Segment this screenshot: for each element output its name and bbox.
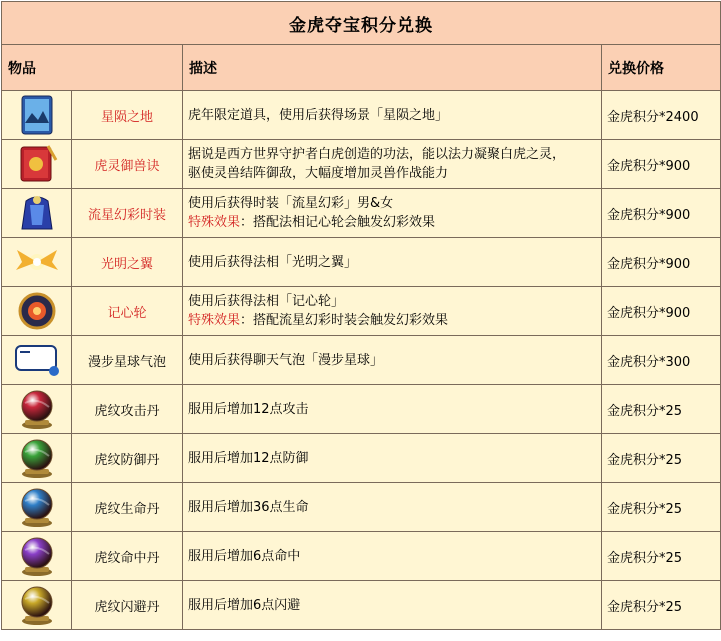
item-price: 金虎积分*25 [602, 385, 721, 434]
item-description-cell [183, 532, 602, 581]
item-description: 据说是西方世界守护者白虎创造的功法，能以法力凝聚白虎之灵， [188, 147, 566, 162]
table-row [2, 189, 721, 238]
item-description: 使用后获得法相「光明之翼」 [188, 254, 358, 270]
special-effect-label: 特殊效果 [188, 215, 241, 230]
item-description-cell [183, 385, 602, 434]
item-icon-cell [2, 581, 72, 630]
special-effect-label: 特殊效果 [188, 313, 241, 328]
header-desc: 描述 [183, 45, 602, 91]
item-price: 金虎积分*900 [602, 238, 721, 287]
item-description-line2: 驱使灵兽结阵御敌，大幅度增加灵兽作战能力 [188, 166, 449, 181]
item-icon-cell [2, 238, 72, 287]
red-book-icon [2, 142, 71, 186]
item-icon-cell [2, 532, 72, 581]
item-name: 光明之翼 [72, 238, 183, 287]
item-description-cell [183, 189, 602, 238]
item-name: 星陨之地 [72, 91, 183, 140]
item-price: 金虎积分*25 [602, 483, 721, 532]
item-description-cell [183, 238, 602, 287]
item-price: 金虎积分*25 [602, 532, 721, 581]
item-description-cell [183, 336, 602, 385]
purple-orb-icon [2, 534, 71, 578]
item-icon-cell [2, 189, 72, 238]
item-price: 金虎积分*25 [602, 581, 721, 630]
item-price: 金虎积分*300 [602, 336, 721, 385]
red-orb-icon [2, 387, 71, 431]
item-description-cell [183, 140, 602, 189]
item-name: 虎纹闪避丹 [72, 581, 183, 630]
item-name: 漫步星球气泡 [72, 336, 183, 385]
heart-wheel-icon [2, 289, 71, 333]
item-description: 服用后增加6点命中 [188, 548, 301, 564]
item-icon-cell [2, 385, 72, 434]
golden-wings-icon [2, 240, 71, 284]
item-price: 金虎积分*900 [602, 189, 721, 238]
item-description-cell [183, 287, 602, 336]
yellow-orb-icon [2, 583, 71, 627]
item-icon-cell [2, 336, 72, 385]
exchange-table [1, 1, 721, 630]
item-icon-cell [2, 434, 72, 483]
landscape-card-icon [2, 93, 71, 137]
table-row [2, 434, 721, 483]
table-row [2, 483, 721, 532]
item-description: 使用后获得法相「记心轮」 [188, 294, 345, 309]
item-description: 服用后增加6点闪避 [188, 597, 301, 613]
item-description-line2: ：搭配法相记心轮会触发幻彩效果 [240, 215, 436, 230]
item-description-cell [183, 434, 602, 483]
item-price: 金虎积分*900 [602, 140, 721, 189]
table-row [2, 336, 721, 385]
item-description: 服用后增加36点生命 [188, 499, 309, 515]
item-description-cell [183, 581, 602, 630]
item-icon-cell [2, 91, 72, 140]
green-orb-icon [2, 436, 71, 480]
item-description: 使用后获得时装「流星幻彩」男&女 [188, 196, 394, 211]
item-description: 服用后增加12点攻击 [188, 401, 309, 417]
table-row [2, 532, 721, 581]
item-description-cell [183, 483, 602, 532]
item-icon-cell [2, 140, 72, 189]
item-description: 服用后增加12点防御 [188, 450, 309, 466]
table-row [2, 140, 721, 189]
item-name: 虎纹防御丹 [72, 434, 183, 483]
table-title: 金虎夺宝积分兑换 [2, 2, 721, 45]
header-price: 兑换价格 [602, 45, 721, 91]
blue-costume-icon [2, 191, 71, 235]
item-description: 虎年限定道具，使用后获得场景「星陨之地」 [188, 107, 449, 123]
table-row [2, 91, 721, 140]
item-price: 金虎积分*900 [602, 287, 721, 336]
item-icon-cell [2, 287, 72, 336]
table-row [2, 385, 721, 434]
item-description-cell [183, 91, 602, 140]
blue-orb-icon [2, 485, 71, 529]
item-description: 使用后获得聊天气泡「漫步星球」 [188, 352, 384, 368]
item-icon-cell [2, 483, 72, 532]
item-description-line2: ：搭配流星幻彩时装会触发幻彩效果 [240, 313, 449, 328]
table-row [2, 287, 721, 336]
chat-bubble-icon [2, 338, 71, 382]
item-name: 记心轮 [72, 287, 183, 336]
table-row [2, 238, 721, 287]
header-item: 物品 [2, 45, 183, 91]
item-price: 金虎积分*2400 [602, 91, 721, 140]
item-price: 金虎积分*25 [602, 434, 721, 483]
table-row [2, 581, 721, 630]
item-name: 流星幻彩时装 [72, 189, 183, 238]
item-name: 虎纹攻击丹 [72, 385, 183, 434]
item-name: 虎纹生命丹 [72, 483, 183, 532]
item-name: 虎灵御兽诀 [72, 140, 183, 189]
item-name: 虎纹命中丹 [72, 532, 183, 581]
